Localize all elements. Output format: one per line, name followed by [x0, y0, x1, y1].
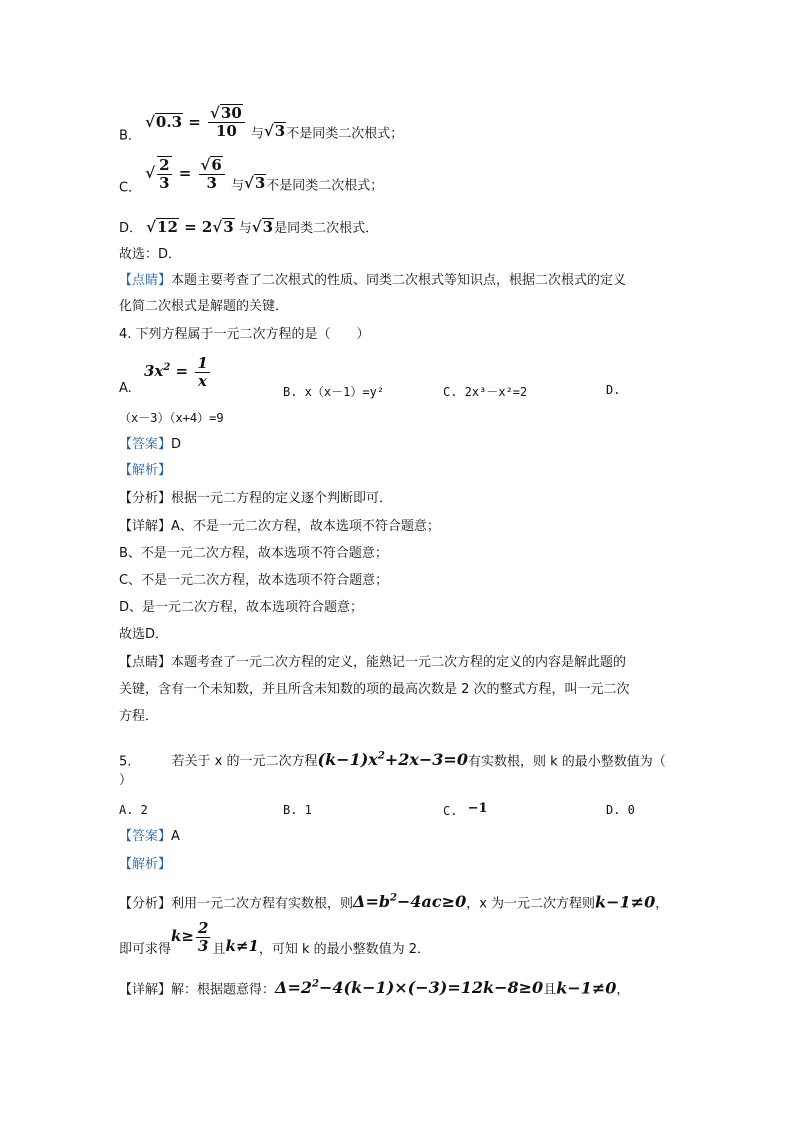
q3-comment-line1: 【点睛】本题主要考查了二次根式的性质、同类二次根式等知识点，根据二次根式的定义 — [119, 273, 627, 288]
formula-discriminant-expanded: $\Delta=2^2-4(k-1)\times(-3)=12k-8\ge 0$ — [275, 978, 544, 998]
q5-stem: 5. 若关于 x 的一元二次方程$(k-1)x^2+2x-3=0$有实数根，则 k 的最小整数值为（ — [119, 750, 666, 770]
q4-answer: 【答案】D — [119, 437, 182, 452]
q4-fenxi: 【分析】根据一元二方程的定义逐个判断即可． — [119, 491, 393, 506]
formula-sqrt3: √3 — [263, 121, 286, 140]
q4-option-c: C. 2x³－x²=2 — [443, 385, 528, 399]
q3-comment-line2: 化简二次根式是解题的关键． — [119, 299, 289, 314]
q4-option-d: D. — [606, 383, 621, 397]
formula-sqrt12-eq-2sqrt3: √12 = 2√3 — [146, 218, 234, 236]
q4-option-b: B. x（x－1）=y² — [283, 385, 385, 399]
q5-fenxi-line1: 【分析】利用一元二次方程有实数根，则$\Delta=b^2-4ac\ge 0$，x 为一元二次方程则k−1≠0， — [119, 892, 669, 912]
formula-sqrt-2-3: √ $\frac{2}{3}$ = — [145, 156, 197, 192]
q5-analysis-tag: 【解析】 — [119, 857, 172, 872]
formula-k-minus-1-neq-0: k−1≠0 — [595, 892, 656, 912]
q5-fenxi-line2: 即可求得k≥ $\frac{2}{3}$ 且k≠1，可知 k 的最小整数值为 2． — [119, 919, 431, 957]
q4-xiangjie-c: C、不是一元二次方程，故本选项不符合题意； — [119, 573, 389, 588]
formula-quadratic-k: $(k-1)x^2+2x-3=0$ — [317, 750, 468, 770]
formula-k-minus-1-neq-0: k−1≠0 — [556, 978, 617, 998]
q4-option-d-content: （x－3）（x+4）=9 — [119, 411, 224, 425]
formula-k-geq-2-3: k≥ — [171, 927, 194, 945]
formula-sqrt-0.3: √0.3 = — [145, 113, 207, 131]
q4-comment-line2: 关键，含有一个未知数，并且所含未知数的项的最高次数是 2 次的整式方程，叫一元二次 — [119, 682, 630, 697]
q4-xiangjie-d: D、是一元二次方程，故本选项符合题意； — [119, 600, 364, 615]
formula-sqrt3: √3 — [251, 218, 274, 236]
q4-analysis-tag: 【解析】 — [119, 463, 172, 478]
comment-tag: 【点睛】 — [119, 273, 172, 288]
q5-option-c: C. −1 — [443, 801, 488, 818]
q5-option-d: D. 0 — [606, 803, 635, 817]
q5-option-b: B. 1 — [283, 803, 312, 817]
q4-choose: 故选D． — [119, 627, 169, 642]
q5-answer: 【答案】A — [119, 829, 180, 844]
q3-option-b: B． √0.3 = $\frac{√30}{10}$ 与√3不是同类二次根式； — [119, 104, 404, 144]
q4-comment-line3: 方程． — [119, 709, 159, 724]
formula-sqrt3: √3 — [243, 173, 266, 192]
formula-discriminant: $\Delta=b^2-4ac\ge 0$ — [353, 892, 467, 912]
q5-xiangjie: 【详解】解：根据题意得：$\Delta=2^2-4(k-1)\times(-3)=12k-8\ge 0$且k−1≠0， — [119, 978, 630, 998]
formula-3x2-eq-1-over-x: $3x^2$ = — [143, 362, 194, 380]
q5-option-a: A. 2 — [119, 803, 148, 817]
q3-option-c: C． √ $\frac{2}{3}$ = $\frac{√6}{3}$ 与√3不是同类二次根式； — [119, 156, 384, 196]
q4-xiangjie-a: 【详解】A、不是一元二次方程，故本选项不符合题意； — [119, 519, 440, 534]
q4-option-a: A. $3x^2$ = $\frac{1}{x}$ — [119, 354, 208, 396]
fraction-sqrt30-over-10: $\frac{√30}{10}$ — [208, 104, 245, 140]
q5-stem-end: ） — [119, 773, 133, 788]
q3-option-d: D． √12 = 2√3 与√3是同类二次根式． — [119, 218, 379, 236]
q3-choose: 故选：D． — [119, 247, 182, 262]
q4-stem: 4. 下列方程属于一元二次方程的是（ ） — [119, 327, 370, 342]
q4-xiangjie-b: B、不是一元二次方程，故本选项不符合题意； — [119, 546, 388, 561]
formula-k-neq-1: k≠1 — [225, 937, 259, 955]
q4-comment-line1: 【点睛】本题考查了一元二次方程的定义，能熟记一元二次方程的定义的内容是解此题的 — [119, 655, 627, 670]
fraction-sqrt6-over-3: $\frac{√6}{3}$ — [199, 156, 225, 192]
